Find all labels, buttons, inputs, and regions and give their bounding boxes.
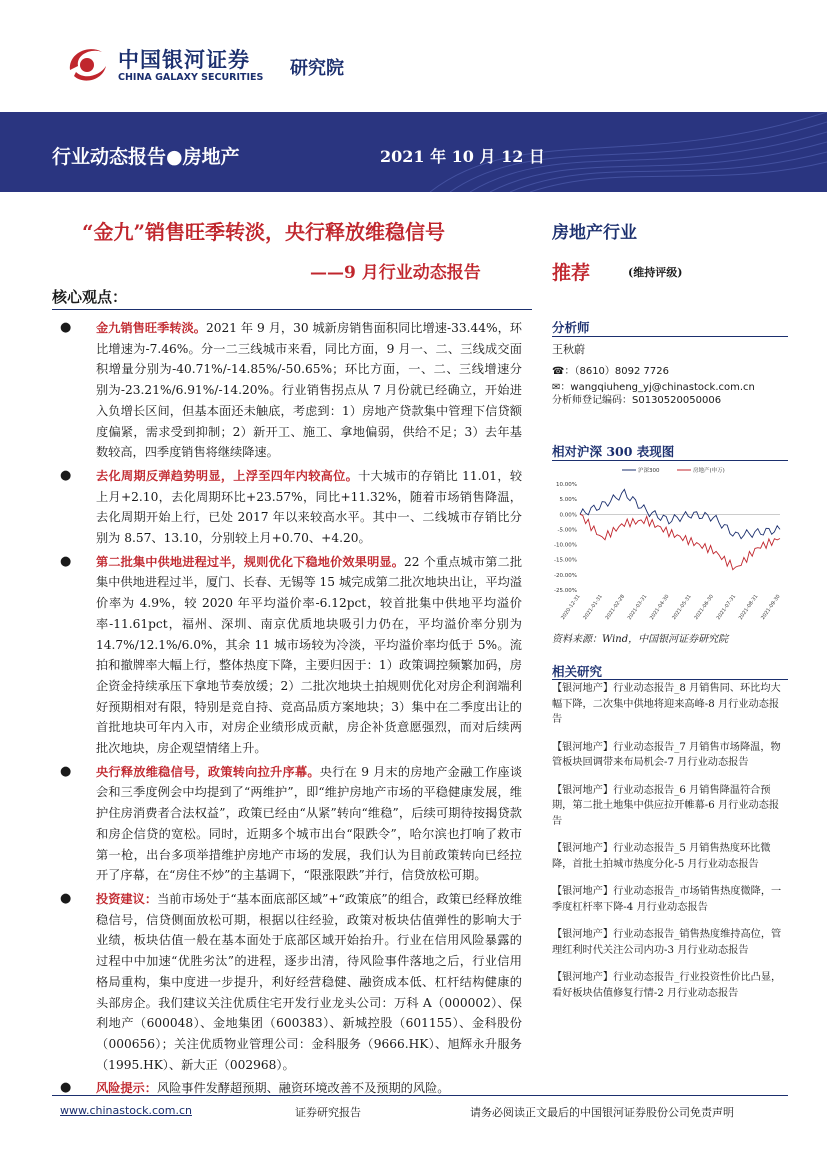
list-item [60,889,522,1075]
related-research-list [552,681,788,1013]
x-tick-label: 2021-01-31 [582,593,604,621]
bullet-body: 十大城市的存销比 11.01，较上月+2.10，去化周期环比+23.57%，同比+11.32%，随着市场销售降温，去化周期开始上行，已处 2017 年以来较高水平。其中一、二线城市存销比分别为 8.57、13.10，分别较上月+0.70、+4.20。 [96,468,523,546]
legend-label: 房地产(申万) [693,468,725,474]
list-item [60,318,522,463]
bullet-icon: ● [60,553,72,569]
y-tick-label: -20.00% [554,572,577,579]
analyst-heading: 分析师 [552,320,590,335]
y-tick-label: -25.00% [554,588,577,594]
recommendation: 推荐 [552,262,591,284]
related-divider [552,679,788,680]
institute-label: 研究院 [290,58,344,79]
related-report-link[interactable]: 【银河地产】行业动态报告_5 月销售热度环比微降，首批土拍城市热度分化-5 月行业动态报告 [552,843,771,870]
x-tick-label: 2021-03-31 [626,593,649,621]
section-divider [52,309,532,310]
bullet-head: 金九销售旺季转淡。 [96,321,206,335]
bullet-body: 22 个重点城市第二批集中供地进程过半，厦门、长春、无锡等 15 城完成第二批次地块出让，平均溢价率为 4.9%，较 2020 年平均溢价率-6.12pct，较首批集中供地平均溢价率-11.61pct，福州、深圳、南京优质地块吸引力仍在，平均溢价率分别为 14.7%/12.1%/6.0%，其余 11 城市场较为冷淡，平均溢价率均低于 5%。流拍和撤牌率大幅上行，整体热度下降，主要归因于：1）政策调控频繁加码，房企资金持续承压下拿地节奏放缓；2）二批次地块土拍规则优化对房企利润端利好预期相对有限，特别是竞自持、竞高品质方案地块；3）集中在二季度出让的首批地块可年内入市，对房企业绩形成贡献，房企补货意愿强烈，而对后续两批次地块，房企观望情绪上升。 [96,554,523,756]
core-views-list [60,318,522,1102]
bullet-head: 第二批集中供地进程过半，规则优化下稳地价效果明显。 [96,554,405,569]
y-tick-label: 5.00% [559,497,577,504]
logo-chinese-name: 中国银河证券 [118,48,250,72]
bullet-head: 投资建议： [96,891,158,906]
bullet-head: 央行释放维稳信号，政策转向拉升序幕。 [96,764,320,779]
related-research-heading: 相关研究 [552,664,603,679]
bullet-icon: ● [60,467,72,483]
related-report-link[interactable]: 【银河地产】行业动态报告_7 月销售市场降温，物管板块回调带来布局机会-7 月行业动态报告 [552,741,781,768]
company-logo [62,40,292,96]
legend-label: 沪深300 [638,468,660,474]
phone-icon: ☎ [552,366,565,377]
x-tick-label: 2021-07-31 [715,593,738,621]
x-tick-label: 2021-06-30 [693,593,715,621]
footer-divider [52,1095,788,1096]
analyst-registration: 分析师登记编码：S0130520050006 [552,395,722,406]
page-title: “金九”销售旺季转淡，央行释放维稳信号 [82,220,446,244]
chart-source: 资料来源：Wind，中国银河证券研究院 [552,634,729,645]
rating-label: (维持评级) [628,266,683,279]
bullet-head: 去化周期反弹趋势明显，上浮至四年内较高位。 [96,468,359,483]
analyst-phone: ：（8610）8092 7726 [564,366,669,377]
bullet-icon: ● [60,1080,72,1096]
bullet-body: 2021 年 9 月，30 城新房销售面积同比增速-33.44%，环比增速为-7.46%。分一二三线城市来看，同比方面，9 月一、二、三线成交面积增量分别为-40.71%/-14.85%/-50.65%；环比方面，一、二、三线增速分别为-23.21%/6.91%/-14.20%。行业销售拐点从 7 月份就已经确立，开始进入负增长区间，但基本面还未触底，考虑到：1）房地产贷款集中管理下信贷额度偏紧，需求受到抑制；2）新开工、施工、拿地偏弱，供给不足；3）去年基数较高，四季度销售将继续降速。 [96,321,522,460]
y-tick-label: -15.00% [554,557,577,564]
core-views-label: 核心观点： [52,288,128,306]
list-item [60,762,522,886]
list-item [60,466,522,549]
analyst-name: 王秋蔚 [552,343,585,356]
x-tick-label: 2020-12-31 [560,593,582,621]
analyst-divider [552,336,788,337]
footer-report-type: 证券研究报告 [295,1106,361,1119]
chart-divider [552,460,788,461]
y-tick-label: 10.00% [556,482,577,488]
x-tick-label: 2021-08-31 [737,593,760,621]
related-report-link[interactable]: 【银河地产】行业动态报告_行业投资性价比凸显，看好板块估值修复行情-2 月行业动态报告 [552,972,782,999]
bullet-body: 当前市场处于“基本面底部区域”+“政策底”的组合，政策已经释放维稳信号，信贷侧面放松可期，根据以往经验，政策对板块估值弹性的影响大于业绩，板块估值一般在基本面处于底部区域开始抬升。行业在信用风险暴露的过程中中加速“优胜劣汰”的进程，逐步出清，待风险事件落地之后，行业信用格局重构，集中度进一步提升，利好经营稳健、融资成本低、杠杆结构健康的头部房企。我们建议关注优质住宅开发行业龙头公司：万科 A（000002）、保利地产（600048）、金地集团（600383）、新城控股（601155）、金科股份（000656）；关注优质物业管理公司：金科服务（9666.HK）、旭辉永升服务（1995.HK）、新大正（002968）。 [96,891,523,1072]
y-tick-label: -5.00% [557,527,577,534]
related-report-link[interactable]: 【银河地产】行业动态报告_6 月销售降温符合预期，第二批土地集中供应拉开帷幕-6 月行业动态报告 [552,784,780,827]
x-tick-label: 2021-04-30 [648,593,671,621]
page-subtitle: ——9 月行业动态报告 [310,263,481,283]
x-tick-label: 2021-09-30 [760,593,782,621]
x-tick-label: 2021-05-31 [671,593,693,621]
report-type-title: 行业动态报告●房地产 [52,146,240,168]
bullet-icon: ● [60,320,72,335]
logo-english-name: CHINA GALAXY SECURITIES [118,72,264,83]
bullet-body: 风险事件发酵超预期、融资环境改善不及预期的风险。 [156,1081,450,1096]
list-item [60,552,522,759]
galaxy-logo-icon [62,40,112,90]
bullet-body: 央行在 9 月末的房地产金融工作座谈会和三季度例会中均提到了“两维护”，即“维护房地产市场的平稳健康发展，维护住房消费者合法权益”，政策已经由“从紧”转向“维稳”，后续可期待按揭贷款和房企信贷的宽松。同时，近期多个城市出台“限跌令”，哈尔滨也打响了救市第一枪，出台多项举措维护房地产市场的发展，我们认为目前政策转向已经拉开了序幕，在“房住不炒”的主基调下，“限涨限跌”并行，信贷放松可期。 [96,764,523,883]
footer-disclaimer: 请务必阅读正文最后的中国银河证券股份公司免责声明 [470,1106,734,1119]
related-report-link[interactable]: 【银河地产】行业动态报告_市场销售热度微降，一季度杠杆率下降-4 月行业动态报告 [552,886,782,913]
analyst-email[interactable]: wangqiuheng_yj@chinastock.com.cn [570,382,755,393]
y-tick-label: -10.00% [554,542,577,549]
mail-icon: ✉： [552,382,571,393]
series-line-1 [580,514,780,569]
bullet-icon: ● [60,890,72,906]
bullet-icon: ● [60,763,72,779]
bullet-head: 风险提示： [96,1081,157,1096]
x-tick-label: 2021-02-28 [604,593,627,621]
performance-chart [552,462,788,628]
footer-website-link[interactable]: www.chinastock.com.cn [60,1104,192,1117]
chart-svg [552,462,788,628]
industry-name: 房地产行业 [552,223,637,243]
chart-heading: 相对沪深 300 表现图 [552,444,675,459]
y-tick-label: 0.00% [559,512,577,519]
report-date: 2021 年 10 月 12 日 [380,147,545,166]
related-report-link[interactable]: 【银河地产】行业动态报告_8 月销售同、环比均大幅下降，二次集中供地将迎来高峰-8 月行业动态报告 [552,683,781,725]
related-report-link[interactable]: 【银河地产】行业动态报告_销售热度维持高位，管理红利时代关注公司内功-3 月行业动态报告 [552,929,782,956]
